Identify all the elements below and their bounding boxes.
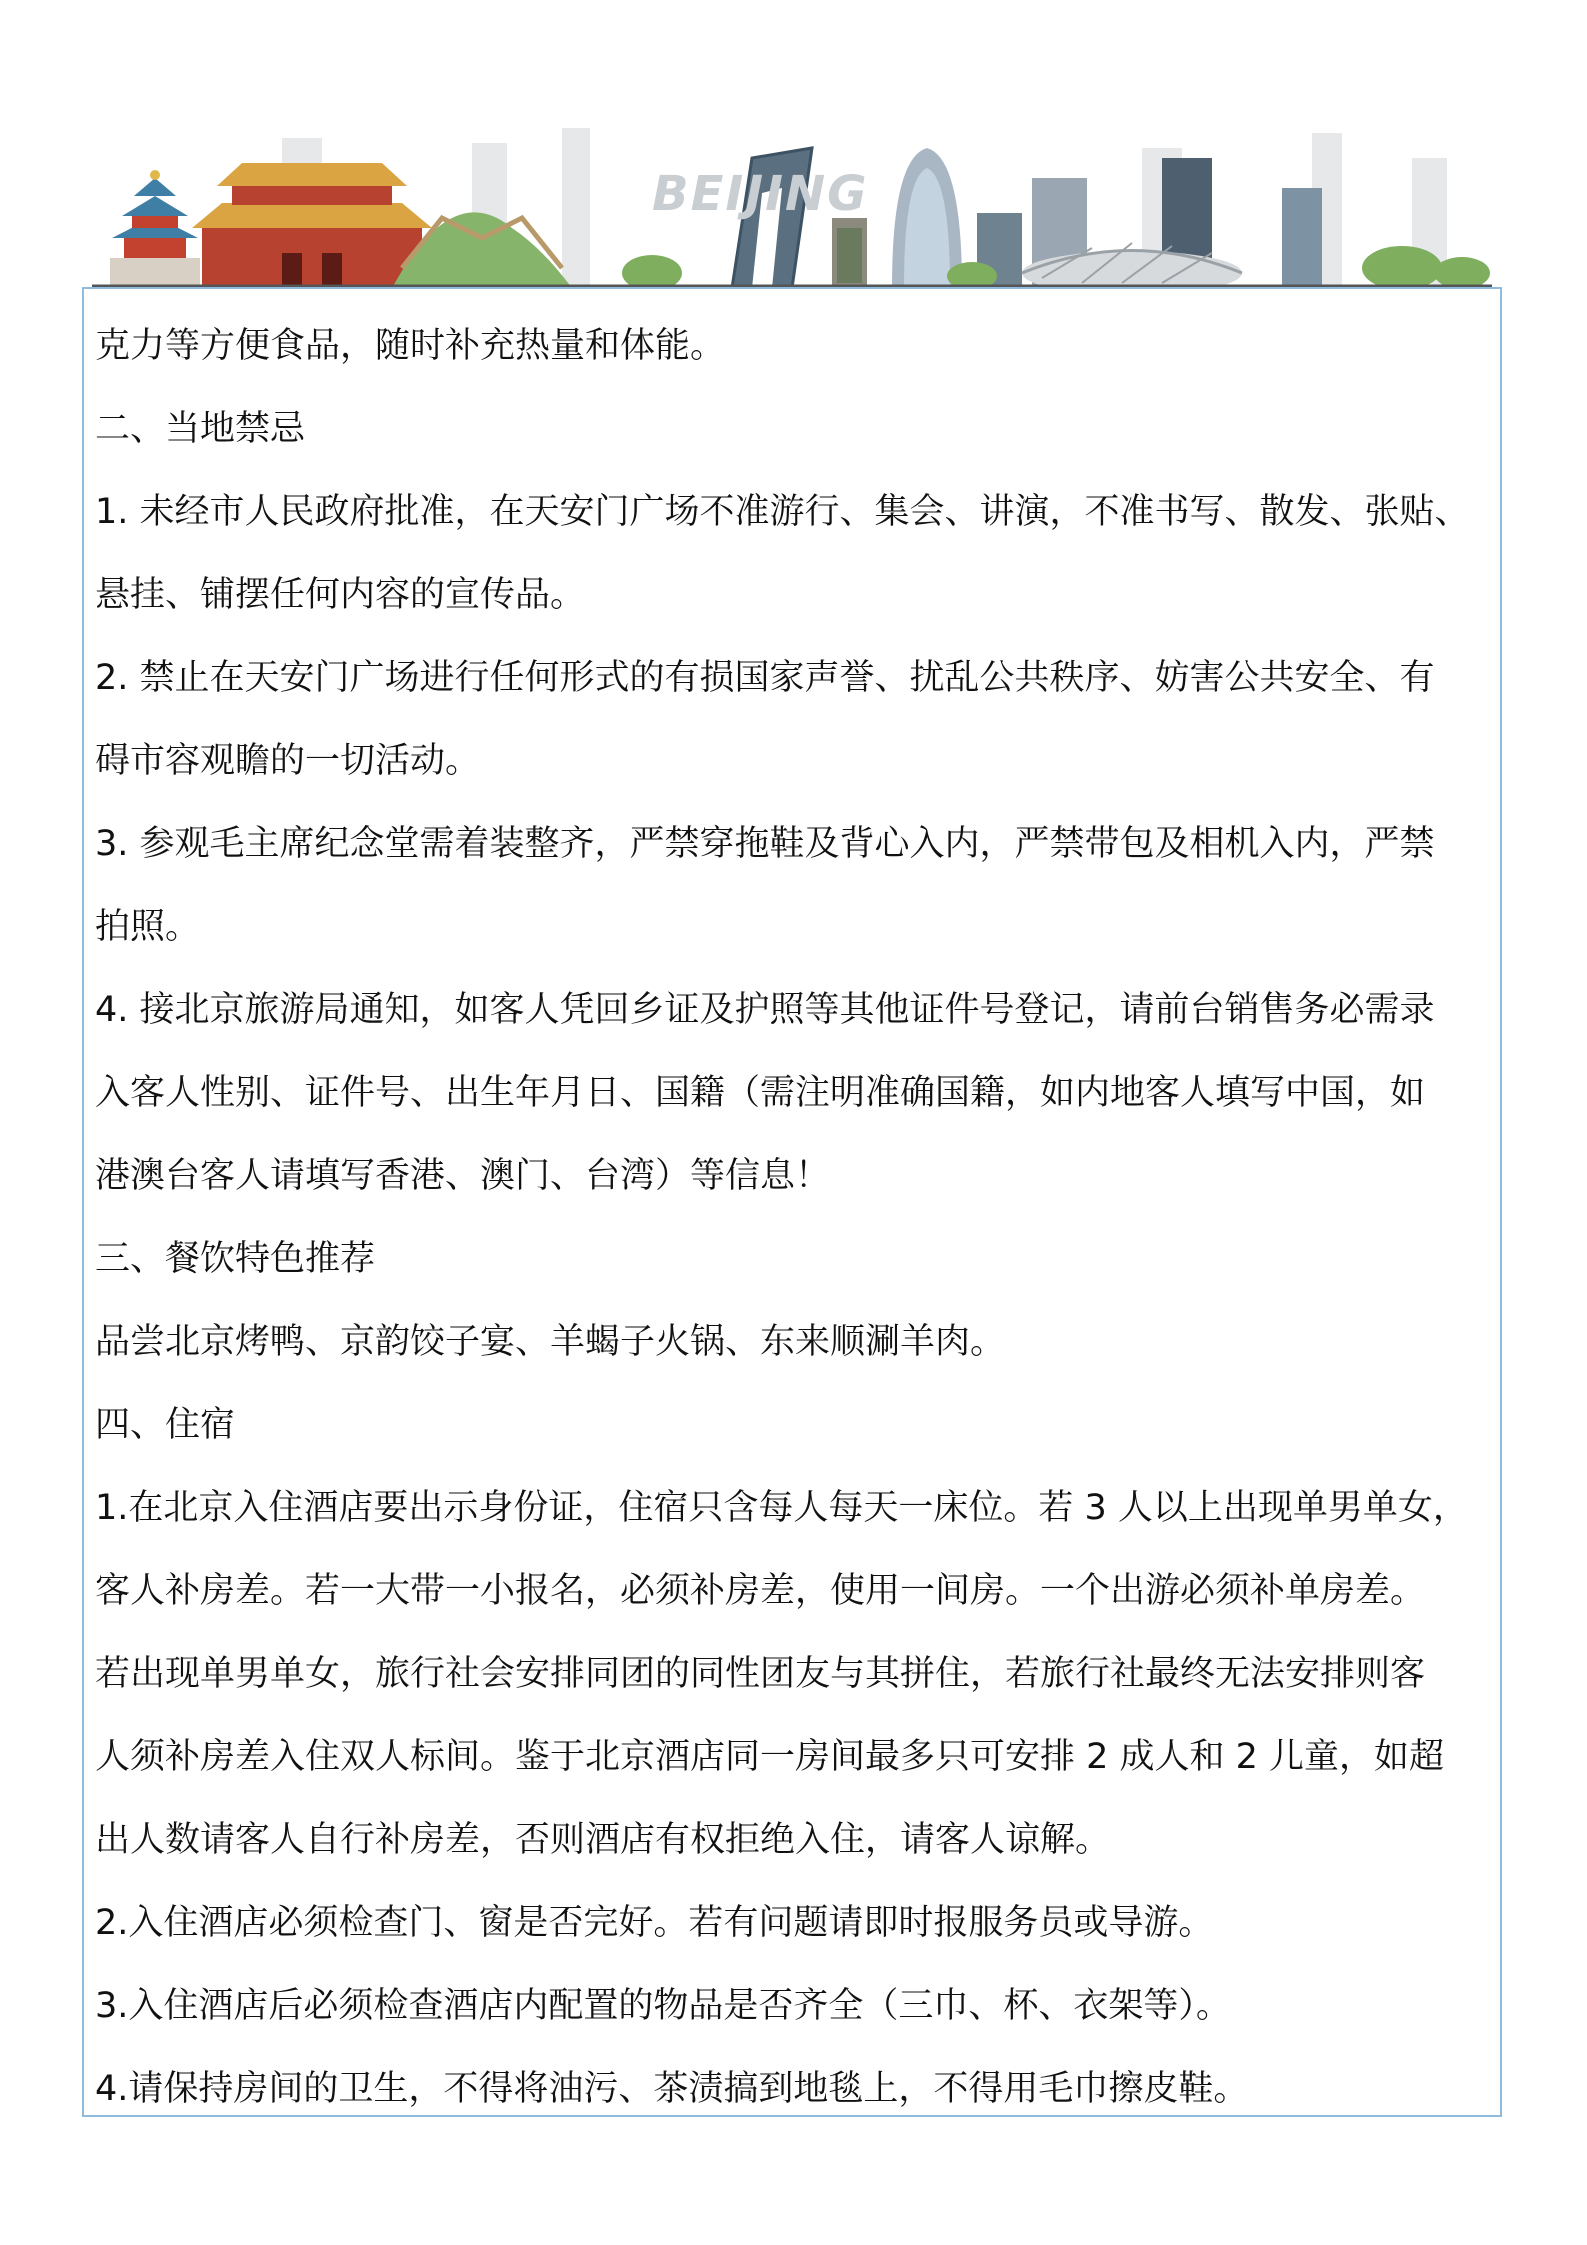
text-line: 3.入住酒店后必须检查酒店内配置的物品是否齐全（三巾、杯、衣架等）。	[95, 1986, 1231, 2026]
text-line: 碍市容观瞻的一切活动。	[95, 741, 481, 781]
text-line: 入客人性别、证件号、出生年月日、国籍（需注明准确国籍，如内地客人填写中国，如	[95, 1073, 1426, 1113]
banner-city-label: BEIJING	[652, 166, 869, 222]
document-body	[95, 305, 1495, 2131]
section-heading: 四、住宿	[95, 1405, 236, 1445]
text-line: 悬挂、铺摆任何内容的宣传品。	[95, 575, 586, 615]
text-line: 克力等方便食品，随时补充热量和体能。	[95, 326, 726, 366]
text-line: 4.请保持房间的卫生，不得将油污、茶渍搞到地毯上，不得用毛巾擦皮鞋。	[95, 2069, 1249, 2109]
section-heading: 二、当地禁忌	[95, 409, 306, 449]
text-line: 若出现单男单女，旅行社会安排同团的同性团友与其拼住，若旅行社最终无法安排则客	[95, 1654, 1426, 1694]
text-line: 出人数请客人自行补房差，否则酒店有权拒绝入住，请客人谅解。	[95, 1820, 1111, 1860]
text-line: 2. 禁止在天安门广场进行任何形式的有损国家声誉、扰乱公共秩序、妨害公共安全、有	[95, 658, 1435, 698]
temple-of-heaven-icon	[110, 170, 200, 288]
text-line: 拍照。	[95, 907, 201, 947]
beijing-skyline-banner	[92, 118, 1492, 288]
text-line: 人须补房差入住双人标间。鉴于北京酒店同一房间最多只可安排 2 成人和 2 儿童，如超	[95, 1737, 1445, 1777]
text-line: 1. 未经市人民政府批准，在天安门广场不准游行、集会、讲演，不准书写、散发、张贴、	[95, 492, 1470, 532]
text-line: 港澳台客人请填写香港、澳门、台湾）等信息！	[95, 1156, 831, 1196]
text-line: 4. 接北京旅游局通知，如客人凭回乡证及护照等其他证件号登记，请前台销售务必需录	[95, 990, 1435, 1030]
text-line: 1.在北京入住酒店要出示身份证，住宿只含每人每天一床位。若 3 人以上出现单男单女，	[95, 1488, 1468, 1528]
text-line: 3. 参观毛主席纪念堂需着装整齐，严禁穿拖鞋及背心入内，严禁带包及相机入内，严禁	[95, 824, 1435, 864]
text-line: 品尝北京烤鸭、京韵饺子宴、羊蝎子火锅、东来顺涮羊肉。	[95, 1322, 1006, 1362]
text-line: 2.入住酒店必须检查门、窗是否完好。若有问题请即时报服务员或导游。	[95, 1903, 1214, 1943]
section-heading: 三、餐饮特色推荐	[95, 1239, 376, 1279]
forbidden-city-gate-icon	[192, 163, 432, 288]
text-line: 客人补房差。若一大带一小报名，必须补房差，使用一间房。一个出游必须补单房差。	[95, 1571, 1426, 1611]
